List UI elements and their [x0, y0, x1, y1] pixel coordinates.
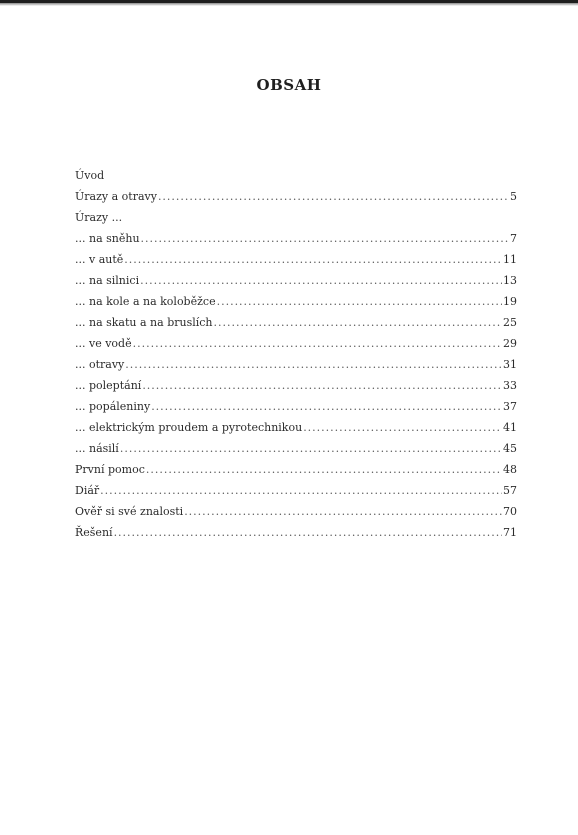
toc-page-number: 45 [503, 442, 517, 455]
toc-page-number: 33 [503, 379, 517, 392]
toc-leader-dots [184, 504, 502, 519]
toc-page-number: 37 [503, 400, 517, 413]
toc-entry-title: Úrazy a otravy [75, 190, 157, 203]
toc-entry [75, 357, 517, 378]
toc-entry-title: ... otravy [75, 358, 125, 371]
toc-entry [75, 168, 517, 189]
toc-entry [75, 315, 517, 336]
toc-leader-dots [217, 294, 502, 309]
toc-page-number: 57 [503, 484, 517, 497]
toc-entry-title: Úrazy ... [75, 211, 123, 224]
table-of-contents [75, 168, 517, 546]
toc-leader-dots [151, 399, 502, 414]
toc-leader-dots [114, 525, 502, 540]
toc-entry [75, 462, 517, 483]
toc-leader-dots [303, 420, 502, 435]
toc-leader-dots [146, 462, 502, 477]
toc-leader-dots [142, 378, 502, 393]
toc-entry-title: ... ve vodě [75, 337, 132, 350]
toc-entry-title: ... na silnici [75, 274, 140, 287]
toc-leader-dots [158, 189, 509, 204]
toc-entry [75, 483, 517, 504]
toc-entry-title: ... v autě [75, 253, 124, 266]
toc-page-number: 11 [503, 253, 517, 266]
toc-entry [75, 189, 517, 210]
toc-entry-title: První pomoc [75, 463, 145, 476]
toc-entry [75, 378, 517, 399]
toc-entry [75, 525, 517, 546]
toc-entry [75, 399, 517, 420]
toc-entry-title: ... na sněhu [75, 232, 140, 245]
toc-leader-dots [133, 336, 502, 351]
toc-entry [75, 252, 517, 273]
toc-entry [75, 336, 517, 357]
toc-page-number: 29 [503, 337, 517, 350]
toc-entry [75, 294, 517, 315]
toc-entry [75, 420, 517, 441]
toc-leader-dots [214, 315, 503, 330]
toc-page-number: 25 [503, 316, 517, 329]
page-title: OBSAH [256, 76, 322, 94]
toc-entry [75, 504, 517, 525]
toc-page-number: 70 [503, 505, 517, 518]
toc-leader-dots [120, 441, 502, 456]
toc-entry-title: ... popáleniny [75, 400, 151, 413]
toc-entry-title: Řešení [75, 526, 113, 539]
toc-entry-title: ... násilí [75, 442, 119, 455]
toc-page-number: 13 [503, 274, 517, 287]
toc-page-number: 71 [503, 526, 517, 539]
toc-leader-dots [124, 252, 502, 267]
toc-leader-dots [140, 273, 502, 288]
toc-entry-title: Úvod [75, 169, 105, 182]
toc-entry-title: ... na skatu a na bruslích [75, 316, 213, 329]
toc-entry [75, 210, 517, 231]
toc-page-number: 31 [503, 358, 517, 371]
toc-entry [75, 231, 517, 252]
toc-leader-dots [125, 357, 502, 372]
toc-entry [75, 441, 517, 462]
toc-entry-title: ... poleptání [75, 379, 142, 392]
toc-page-number: 19 [503, 295, 517, 308]
toc-entry-title: ... elektrickým proudem a pyrotechnikou [75, 421, 303, 434]
toc-page-number: 5 [510, 190, 517, 203]
toc-entry [75, 273, 517, 294]
toc-page-number: 7 [510, 232, 517, 245]
toc-leader-dots [141, 231, 509, 246]
toc-entry-title: ... na kole a na koloběžce [75, 295, 216, 308]
toc-page-number: 48 [503, 463, 517, 476]
toc-entry-title: Ověř si své znalosti [75, 505, 184, 518]
toc-leader-dots [100, 483, 502, 498]
toc-page-number: 41 [503, 421, 517, 434]
toc-entry-title: Diář [75, 484, 100, 497]
